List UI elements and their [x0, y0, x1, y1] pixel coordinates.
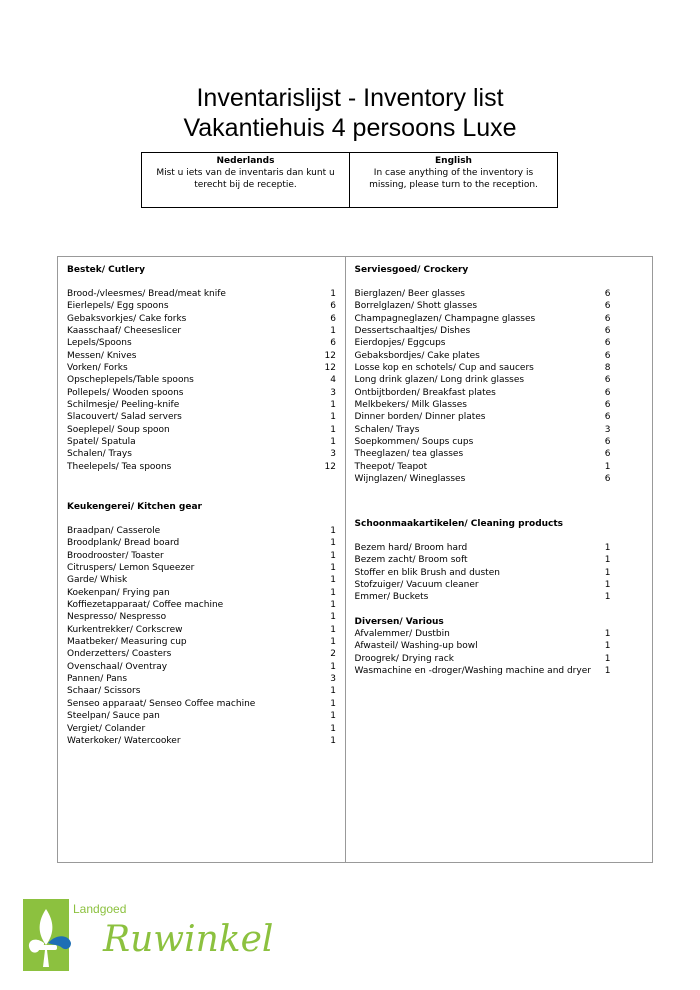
inventory-item-row [67, 636, 336, 648]
item-name: Maatbeker/ Measuring cup [67, 637, 187, 648]
inventory-item-row [67, 685, 336, 697]
item-quantity: 1 [330, 326, 336, 337]
item-name: Theepot/ Teapot [354, 461, 428, 472]
item-quantity: 1 [604, 461, 611, 472]
inventory-item-row [67, 673, 336, 685]
item-quantity: 6 [330, 313, 336, 324]
item-quantity: 6 [330, 301, 336, 312]
cutlery-list [67, 288, 336, 473]
inventory-item-row [67, 710, 336, 722]
item-name: Afwasteil/ Washing-up bowl [354, 641, 478, 652]
inventory-item-row [67, 698, 336, 710]
inventory-item-row [67, 550, 336, 562]
section-various-title: Diversen/ Various [354, 617, 444, 627]
item-name: Opscheplepels/Table spoons [67, 375, 194, 386]
item-name: Borrelglazen/ Shott glasses [354, 301, 478, 312]
inventory-item-row [67, 648, 336, 660]
inventory-item-row [354, 653, 611, 665]
item-quantity: 1 [330, 711, 336, 722]
item-name: Pollepels/ Wooden spoons [67, 387, 184, 398]
item-name: Stofzuiger/ Vacuum cleaner [354, 580, 479, 591]
inventory-item-row [67, 288, 336, 300]
inventory-item-row [354, 579, 611, 591]
item-quantity: 1 [604, 641, 611, 652]
inventory-item-row [67, 599, 336, 611]
inventory-item-row [67, 411, 336, 423]
item-quantity: 6 [330, 338, 336, 349]
item-quantity: 12 [324, 350, 336, 361]
item-name: Eierlepels/ Egg spoons [67, 301, 169, 312]
section-cutlery [67, 264, 336, 473]
item-name: Broodplank/ Bread board [67, 538, 180, 549]
item-name: Koekenpan/ Frying pan [67, 587, 170, 598]
item-quantity: 1 [330, 550, 336, 561]
inventory-item-row [67, 313, 336, 325]
inventory-item-row [67, 350, 336, 362]
item-name: Brood-/vleesmes/ Bread/meat knife [67, 289, 226, 299]
item-name: Spatel/ Spatula [67, 437, 136, 448]
item-name: Ovenschaal/ Oventray [67, 661, 168, 672]
inventory-item-row [354, 436, 611, 448]
inventory-item-row [67, 436, 336, 448]
inventory-item-row [67, 624, 336, 636]
item-quantity: 6 [604, 350, 611, 361]
inventory-item-row [354, 567, 611, 579]
item-name: Long drink glazen/ Long drink glasses [354, 375, 525, 386]
item-name: Pannen/ Pans [67, 674, 128, 685]
item-name: Wasmachine en -droger/Washing machine and dryer [354, 666, 591, 677]
item-quantity: 3 [604, 424, 611, 435]
item-quantity: 1 [330, 600, 336, 611]
item-quantity: 6 [604, 338, 611, 349]
item-quantity: 6 [604, 289, 611, 299]
inventory-item-row [67, 661, 336, 673]
inventory-item-row [67, 735, 336, 747]
section-kitchen-title: Keukengerei/ Kitchen gear [67, 502, 202, 512]
inventory-item-row [354, 461, 611, 473]
item-quantity: 2 [330, 649, 336, 660]
item-name: Garde/ Whisk [67, 575, 128, 586]
inventory-item-row [67, 461, 336, 473]
item-name: Senseo apparaat/ Senseo Coffee machine [67, 698, 256, 709]
inventory-item-row [67, 337, 336, 349]
item-name: Losse kop en schotels/ Cup and saucers [354, 363, 534, 374]
item-quantity: 1 [330, 563, 336, 574]
inventory-item-row [354, 448, 611, 460]
cleaning-list [354, 542, 611, 604]
inventory-item-row [67, 325, 336, 337]
section-crockery-title: Serviesgoed/ Crockery [354, 265, 469, 275]
item-quantity: 1 [330, 575, 336, 586]
inventory-item-row [354, 411, 611, 423]
inventory-item-row [354, 542, 611, 554]
item-name: Lepels/Spoons [67, 338, 132, 349]
item-name: Schalen/ Trays [67, 449, 132, 460]
inventory-item-row [354, 313, 611, 325]
section-cutlery-title: Bestek/ Cutlery [67, 265, 145, 275]
section-various [354, 616, 611, 677]
item-quantity: 1 [604, 580, 611, 591]
item-quantity: 12 [324, 363, 336, 374]
inventory-item-row [67, 562, 336, 574]
item-name: Melkbekers/ Milk Glasses [354, 400, 467, 411]
item-name: Vergiet/ Colander [67, 723, 146, 734]
logo-ruwinkel-text: Ruwinkel [103, 919, 274, 960]
item-quantity: 1 [604, 567, 611, 578]
item-name: Steelpan/ Sauce pan [67, 711, 160, 722]
item-quantity: 1 [330, 686, 336, 697]
item-quantity: 1 [330, 587, 336, 598]
notice-dutch-heading: Nederlands [216, 156, 275, 166]
reception-notice-table [141, 152, 558, 208]
inventory-item-row [67, 387, 336, 399]
section-cleaning [354, 518, 611, 604]
item-name: Citruspers/ Lemon Squeezer [67, 563, 195, 574]
notice-english-text: In case anything of the inventory is missing, please turn to the reception. [369, 168, 538, 190]
inventory-item-row [354, 387, 611, 399]
section-cleaning-title: Schoonmaakartikelen/ Cleaning products [354, 519, 564, 529]
item-name: Gebaksvorkjes/ Cake forks [67, 313, 187, 324]
inventory-item-row [354, 473, 611, 485]
item-quantity: 1 [604, 543, 611, 553]
item-quantity: 6 [604, 449, 611, 460]
inventory-item-row [67, 399, 336, 411]
inventory-item-row [67, 723, 336, 735]
item-quantity: 1 [330, 698, 336, 709]
inventory-item-row [67, 537, 336, 549]
inventory-item-row [354, 325, 611, 337]
item-quantity: 6 [604, 474, 611, 485]
item-name: Broodrooster/ Toaster [67, 550, 164, 561]
inventory-item-row [354, 554, 611, 566]
inventory-item-row [354, 288, 611, 300]
item-name: Wijnglazen/ Wineglasses [354, 474, 466, 485]
item-name: Schilmesje/ Peeling-knife [67, 400, 180, 411]
crockery-list [354, 288, 611, 486]
inventory-item-row [354, 300, 611, 312]
item-quantity: 1 [330, 612, 336, 623]
item-name: Theeglazen/ tea glasses [354, 449, 464, 460]
item-quantity: 1 [604, 666, 611, 677]
inventory-item-row [354, 337, 611, 349]
item-name: Braadpan/ Casserole [67, 526, 161, 536]
inventory-item-row [354, 665, 611, 677]
item-name: Onderzetters/ Coasters [67, 649, 172, 660]
inventory-left-column [58, 257, 346, 862]
item-name: Ontbijtborden/ Breakfast plates [354, 387, 496, 398]
item-quantity: 1 [330, 424, 336, 435]
item-name: Bezem hard/ Broom hard [354, 543, 468, 553]
item-quantity: 6 [604, 326, 611, 337]
item-quantity: 1 [330, 538, 336, 549]
item-name: Kurkentrekker/ Corkscrew [67, 624, 183, 635]
inventory-item-row [354, 350, 611, 362]
item-quantity: 1 [330, 661, 336, 672]
section-crockery [354, 264, 611, 486]
item-quantity: 1 [604, 653, 611, 664]
inventory-item-row [67, 362, 336, 374]
inventory-item-row [354, 362, 611, 374]
item-quantity: 1 [330, 735, 336, 746]
inventory-table [57, 256, 653, 863]
notice-english [349, 153, 557, 207]
inventory-item-row [354, 424, 611, 436]
item-quantity: 1 [330, 526, 336, 536]
item-name: Kaasschaaf/ Cheeseslicer [67, 326, 182, 337]
item-quantity: 1 [604, 555, 611, 566]
inventory-item-row [67, 587, 336, 599]
item-quantity: 1 [604, 629, 611, 639]
item-name: Waterkoker/ Watercooker [67, 735, 181, 746]
item-quantity: 6 [604, 412, 611, 423]
inventory-item-row [67, 300, 336, 312]
section-kitchen [67, 501, 336, 747]
page-subtitle: Vakantiehuis 4 persoons Luxe [183, 114, 517, 142]
item-quantity: 1 [330, 723, 336, 734]
item-quantity: 1 [330, 437, 336, 448]
item-name: Bierglazen/ Beer glasses [354, 289, 465, 299]
item-name: Koffiezetapparaat/ Coffee machine [67, 600, 224, 611]
item-name: Soeplepel/ Soup spoon [67, 424, 170, 435]
item-quantity: 3 [330, 674, 336, 685]
item-quantity: 1 [330, 624, 336, 635]
item-quantity: 1 [330, 400, 336, 411]
notice-dutch-text: Mist u iets van de inventaris dan kunt u terecht bij de receptie. [156, 168, 335, 190]
item-quantity: 1 [330, 637, 336, 648]
inventory-right-column [346, 257, 652, 862]
item-quantity: 4 [330, 375, 336, 386]
kitchen-list [67, 525, 336, 747]
item-name: Gebaksbordjes/ Cake plates [354, 350, 480, 361]
item-quantity: 1 [330, 289, 336, 299]
item-quantity: 12 [324, 461, 336, 472]
inventory-item-row [354, 640, 611, 652]
item-quantity: 6 [604, 387, 611, 398]
inventory-item-row [67, 574, 336, 586]
inventory-item-row [354, 628, 611, 640]
page-title: Inventarislijst - Inventory list [196, 84, 504, 112]
item-quantity: 6 [604, 437, 611, 448]
inventory-item-row [354, 374, 611, 386]
item-name: Messen/ Knives [67, 350, 137, 361]
inventory-item-row [354, 591, 611, 603]
item-quantity: 3 [330, 449, 336, 460]
item-name: Emmer/ Buckets [354, 592, 429, 603]
item-quantity: 6 [604, 400, 611, 411]
item-name: Nespresso/ Nespresso [67, 612, 167, 623]
logo-landgoed-text: Landgoed [73, 902, 127, 916]
item-quantity: 6 [604, 301, 611, 312]
item-name: Schaar/ Scissors [67, 686, 141, 697]
item-name: Eierdopjes/ Eggcups [354, 338, 446, 349]
item-name: Theelepels/ Tea spoons [67, 461, 172, 472]
item-name: Dinner borden/ Dinner plates [354, 412, 486, 423]
landgoed-ruwinkel-logo [23, 899, 274, 971]
item-name: Afvalemmer/ Dustbin [354, 629, 450, 639]
item-name: Vorken/ Forks [67, 363, 128, 374]
item-name: Schalen/ Trays [354, 424, 420, 435]
item-quantity: 3 [330, 387, 336, 398]
item-quantity: 1 [330, 412, 336, 423]
inventory-item-row [67, 611, 336, 623]
inventory-item-row [354, 399, 611, 411]
item-name: Droogrek/ Drying rack [354, 653, 454, 664]
inventory-item-row [67, 374, 336, 386]
item-name: Soepkommen/ Soups cups [354, 437, 474, 448]
inventory-item-row [67, 448, 336, 460]
inventory-item-row [67, 525, 336, 537]
item-quantity: 8 [604, 363, 611, 374]
item-name: Stoffer en blik Brush and dusten [354, 567, 500, 578]
notice-english-heading: English [435, 156, 472, 166]
item-quantity: 6 [604, 313, 611, 324]
item-quantity: 6 [604, 375, 611, 386]
item-name: Slacouvert/ Salad servers [67, 412, 182, 423]
item-name: Dessertschaaltjes/ Dishes [354, 326, 471, 337]
item-name: Bezem zacht/ Broom soft [354, 555, 468, 566]
item-name: Champagneglazen/ Champagne glasses [354, 313, 536, 324]
various-list [354, 628, 611, 677]
inventory-item-row [67, 424, 336, 436]
item-quantity: 1 [604, 592, 611, 603]
notice-dutch [142, 153, 349, 207]
